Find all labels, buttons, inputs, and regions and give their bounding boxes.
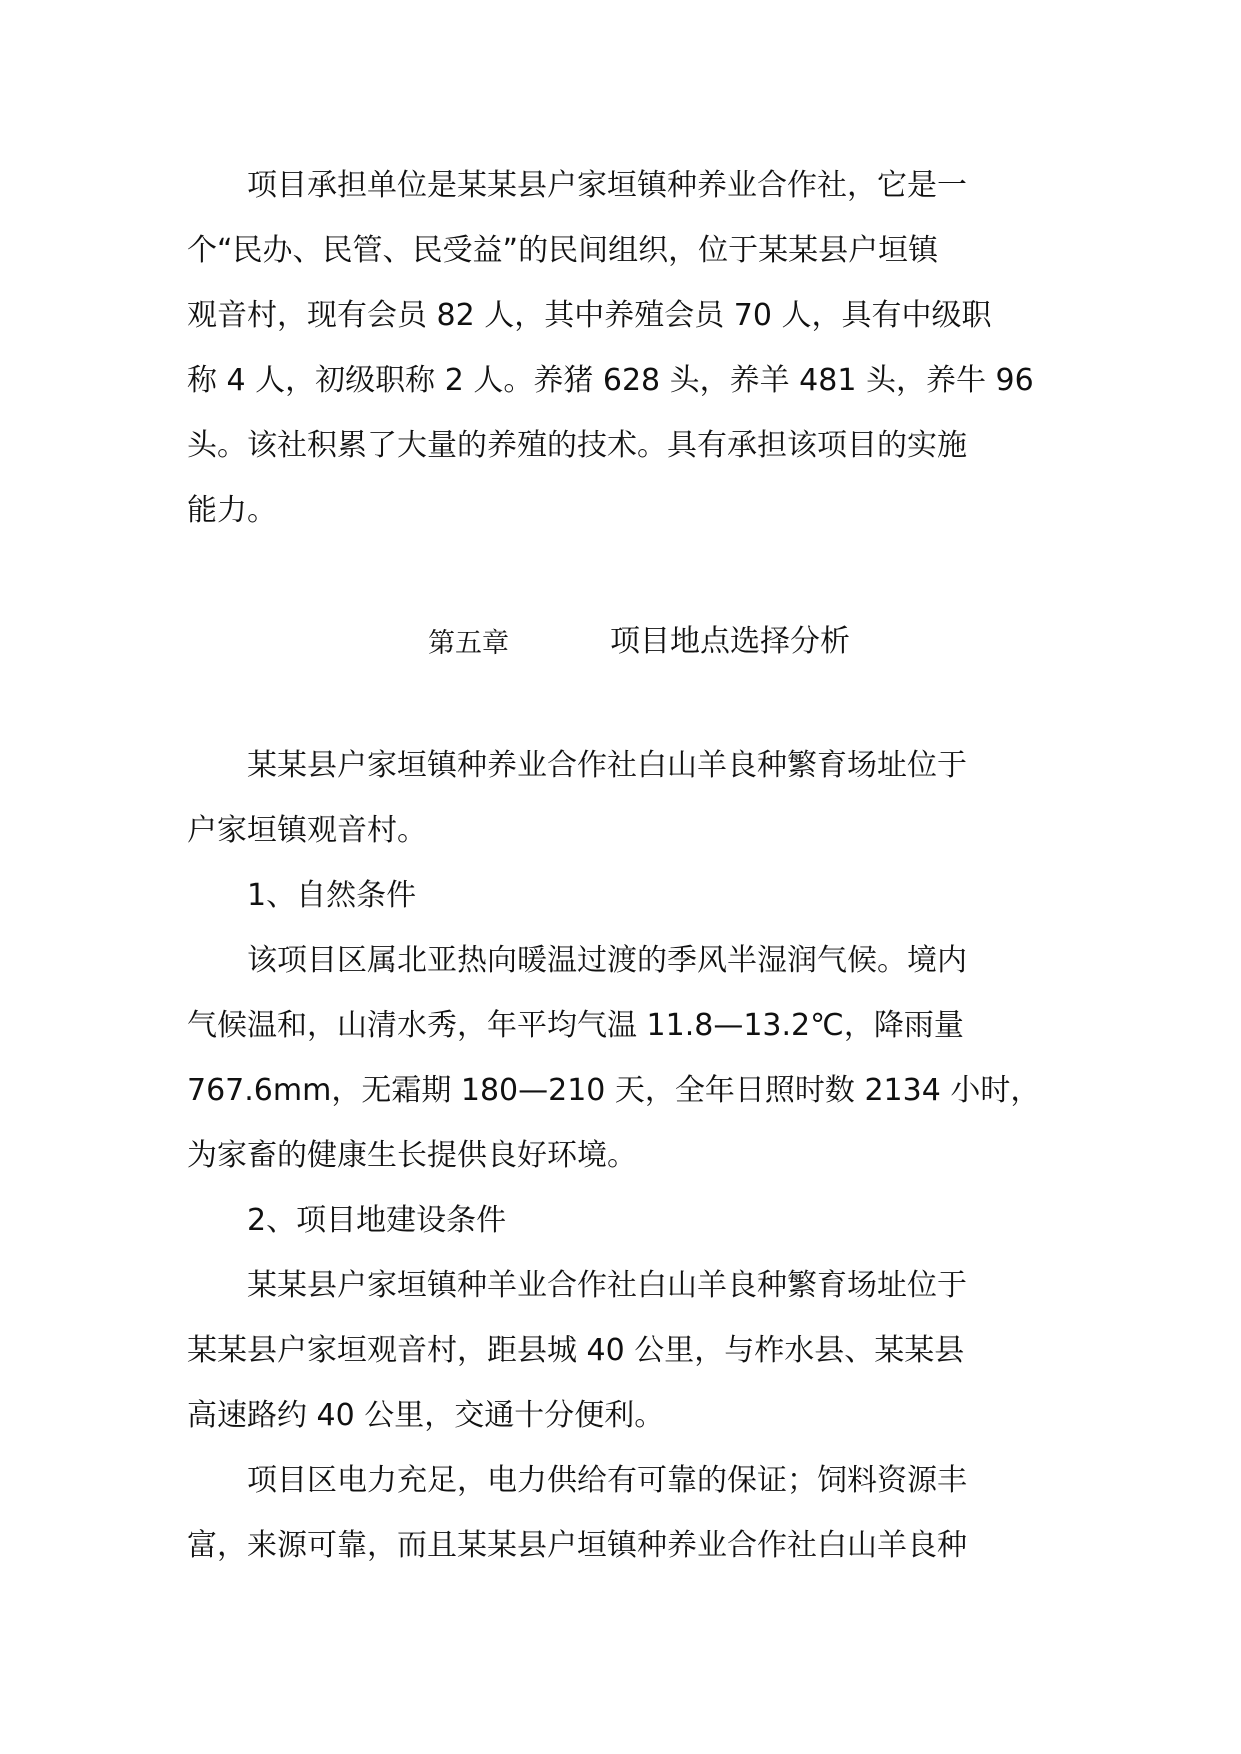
- chapter-number: 第五章: [428, 628, 509, 659]
- paragraph-line: 能力。: [187, 493, 277, 528]
- paragraph-line: 观音村，现有会员 82 人，其中养殖会员 70 人，具有中级职: [187, 298, 992, 333]
- paragraph-line: 该项目区属北亚热向暖温过渡的季风半湿润气候。境内: [247, 943, 967, 978]
- section-heading: 1、自然条件: [247, 878, 417, 913]
- chapter-title: 项目地点选择分析: [610, 624, 850, 659]
- paragraph-line: 项目区电力充足，电力供给有可靠的保证；饲料资源丰: [247, 1463, 967, 1498]
- paragraph-line: 某某县户家垣镇种养业合作社白山羊良种繁育场址位于: [247, 748, 967, 783]
- paragraph-line: 为家畜的健康生长提供良好环境。: [187, 1138, 637, 1173]
- paragraph-line: 富，来源可靠，而且某某县户垣镇种养业合作社白山羊良种: [187, 1528, 967, 1563]
- paragraph-line: 767.6mm，无霜期 180—210 天，全年日照时数 2134 小时，: [187, 1073, 1041, 1108]
- paragraph-line: 某某县户家垣观音村，距县城 40 公里，与柞水县、某某县: [187, 1333, 965, 1368]
- paragraph-line: 个“民办、民管、民受益”的民间组织，位于某某县户垣镇: [187, 233, 939, 268]
- paragraph-line: 气候温和，山清水秀，年平均气温 11.8—13.2℃，降雨量: [187, 1008, 964, 1043]
- paragraph-line: 项目承担单位是某某县户家垣镇种养业合作社，它是一: [247, 168, 967, 203]
- paragraph-line: 某某县户家垣镇种羊业合作社白山羊良种繁育场址位于: [247, 1268, 967, 1303]
- paragraph-line: 户家垣镇观音村。: [187, 813, 427, 848]
- paragraph-line: 高速路约 40 公里，交通十分便利。: [187, 1398, 665, 1433]
- section-heading: 2、项目地建设条件: [247, 1203, 507, 1238]
- paragraph-line: 头。该社积累了大量的养殖的技术。具有承担该项目的实施: [187, 428, 967, 463]
- paragraph-line: 称 4 人，初级职称 2 人。养猪 628 头，养羊 481 头，养牛 96: [187, 363, 1034, 398]
